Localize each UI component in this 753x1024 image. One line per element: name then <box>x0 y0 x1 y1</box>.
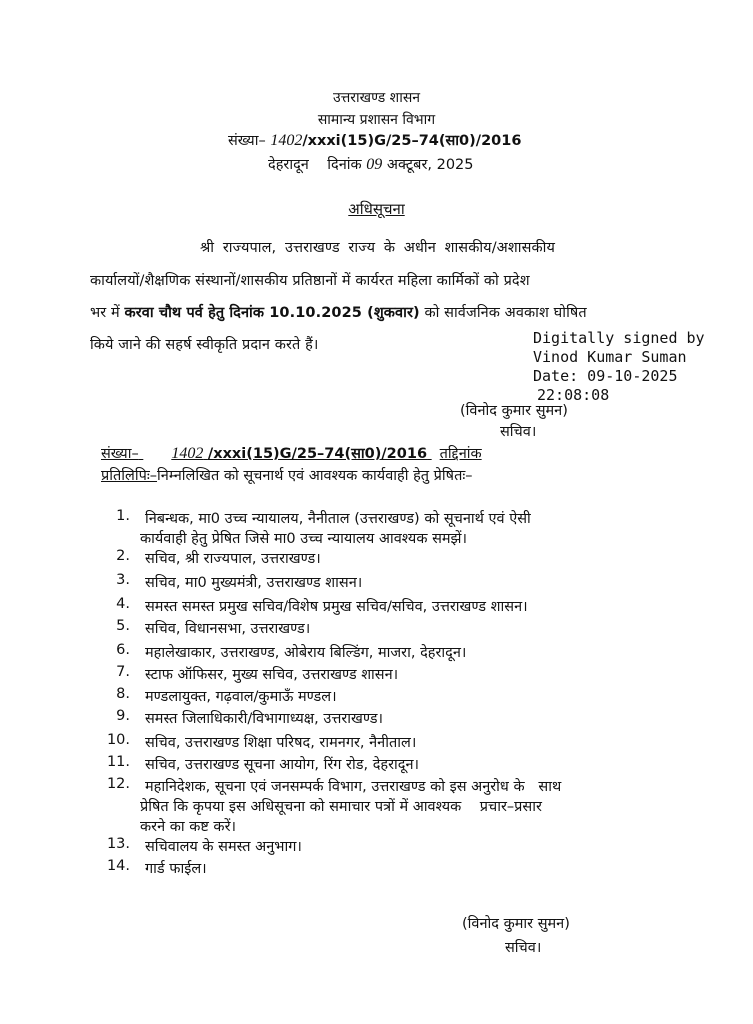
list-item-text: मण्डलायुक्त, गढ़वाल/कुमाऊँ मण्डल। <box>145 689 337 705</box>
list-item-text: समस्त जिलाधिकारी/विभागाध्यक्ष, उत्तराखण्ड। <box>145 711 384 727</box>
list-item-text: सचिव, उत्तराखण्ड सूचना आयोग, रिंग रोड, देहरादून। <box>145 757 420 773</box>
copy-ref-prefix: संख्या– <box>101 446 139 462</box>
list-item-text: गार्ड फाईल। <box>145 861 207 877</box>
body-line-3 <box>90 302 587 322</box>
department-name: सामान्य प्रशासन विभाग <box>317 112 436 128</box>
digital-signature-line-3: Date: 09-10-2025 <box>533 367 678 385</box>
list-item-number: 12. <box>106 776 130 792</box>
list-item-number: 7. <box>116 664 130 680</box>
list-item-number: 4. <box>116 596 130 612</box>
signatory-name: (विनोद कुमार सुमन) <box>460 403 568 419</box>
list-item-number: 11. <box>106 754 130 770</box>
copy-to <box>101 465 473 485</box>
list-item-text: सचिवालय के समस्त अनुभाग। <box>145 839 302 855</box>
copy-ref-code: /xxxi(15)G/25–74(सा0)/2016 <box>207 446 428 462</box>
reference-handwritten: 1402 <box>270 132 303 149</box>
body-line-4: किये जाने की सहर्ष स्वीकृति प्रदान करते हैं। <box>90 337 319 353</box>
date-handwritten: 09 <box>366 156 383 173</box>
list-item-number: 3. <box>116 572 130 588</box>
digital-signature <box>533 329 705 405</box>
date-month-year: अक्टूबर, 2025 <box>386 157 474 173</box>
place-date <box>268 154 474 174</box>
reference-prefix: संख्या– <box>228 133 266 149</box>
list-item-number: 9. <box>116 708 130 724</box>
digital-signature-line-1: Digitally signed by <box>533 329 705 347</box>
holiday-details: करवा चौथ पर्व हेतु दिनांक 10.10.2025 (शुकवार) <box>124 305 420 321</box>
reference-number <box>228 130 521 150</box>
list-item-number: 13. <box>106 836 130 852</box>
copy-to-label: प्रतिलिपिः– <box>101 468 158 484</box>
reference-code: /xxxi(15)G/25–74(सा0)/2016 <box>302 133 522 149</box>
copy-ref-handwritten: 1402 <box>171 445 204 462</box>
list-item-number: 10. <box>106 732 130 748</box>
list-item-text: महानिदेशक, सूचना एवं जनसम्पर्क विभाग, उत्तराखण्ड को इस अनुरोध के साथ <box>145 779 562 795</box>
list-item-number: 14. <box>106 858 130 874</box>
list-item-text: निबन्धक, मा0 उच्च न्यायालय, नैनीताल (उत्तराखण्ड) को सूचनार्थ एवं ऐसी <box>145 511 531 527</box>
list-item-text: सचिव, मा0 मुख्यमंत्री, उत्तराखण्ड शासन। <box>145 575 363 591</box>
footer-signatory-designation: सचिव। <box>505 940 542 956</box>
footer-signatory-name: (विनोद कुमार सुमन) <box>462 916 570 932</box>
govt-name: उत्तराखण्ड शासन <box>332 90 421 106</box>
body-line-2: कार्यालयों/शैक्षणिक संस्थानों/शासकीय प्रतिष्ठानों में कार्यरत महिला कार्मिकों को प्रदेश <box>90 273 530 289</box>
list-item-number: 6. <box>116 642 130 658</box>
digital-signature-line-4: 22:08:08 <box>537 386 610 404</box>
copy-reference <box>101 443 482 463</box>
list-item-number: 2. <box>116 548 130 564</box>
copy-to-text: निम्नलिखित को सूचनार्थ एवं आवश्यक कार्यवाही हेतु प्रेषितः– <box>157 468 473 484</box>
list-item-text: कार्यवाही हेतु प्रेषित जिसे मा0 उच्च न्यायालय आवश्यक समझें। <box>140 531 468 547</box>
list-item-text: सचिव, श्री राज्यपाल, उत्तराखण्ड। <box>145 551 321 567</box>
copy-ref-suffix: तद्दिनांक <box>439 446 482 462</box>
list-item-number: 5. <box>116 618 130 634</box>
list-item-text: प्रेषित कि कृपया इस अधिसूचना को समाचार पत्रों में आवश्यक प्रचार–प्रसार <box>140 799 542 815</box>
digital-signature-line-2: Vinod Kumar Suman <box>533 348 687 366</box>
body-line-3-end: को सार्वजनिक अवकाश घोषित <box>424 305 587 321</box>
body-line-3-start: भर में <box>90 305 120 321</box>
list-item-text: सचिव, विधानसभा, उत्तराखण्ड। <box>145 621 311 637</box>
list-item-text: समस्त समस्त प्रमुख सचिव/विशेष प्रमुख सचिव/सचिव, उत्तराखण्ड शासन। <box>145 599 528 615</box>
signatory-designation: सचिव। <box>500 424 537 440</box>
list-item-number: 8. <box>116 686 130 702</box>
list-item-text: स्टाफ ऑफिसर, मुख्य सचिव, उत्तराखण्ड शासन। <box>145 667 399 683</box>
list-item-number: 1. <box>116 508 130 524</box>
list-item-text: करने का कष्ट करें। <box>140 819 236 835</box>
list-item-text: महालेखाकार, उत्तराखण्ड, ओबेराय बिल्डिंग, माजरा, देहरादून। <box>145 645 467 661</box>
document-title: अधिसूचना <box>348 200 405 218</box>
body-line-1: श्री राज्यपाल, उत्तराखण्ड राज्य के अधीन शासकीय/अशासकीय <box>200 240 555 256</box>
list-item-text: सचिव, उत्तराखण्ड शिक्षा परिषद, रामनगर, नैनीताल। <box>145 735 417 751</box>
place-date-label: देहरादून दिनांक <box>268 157 362 173</box>
